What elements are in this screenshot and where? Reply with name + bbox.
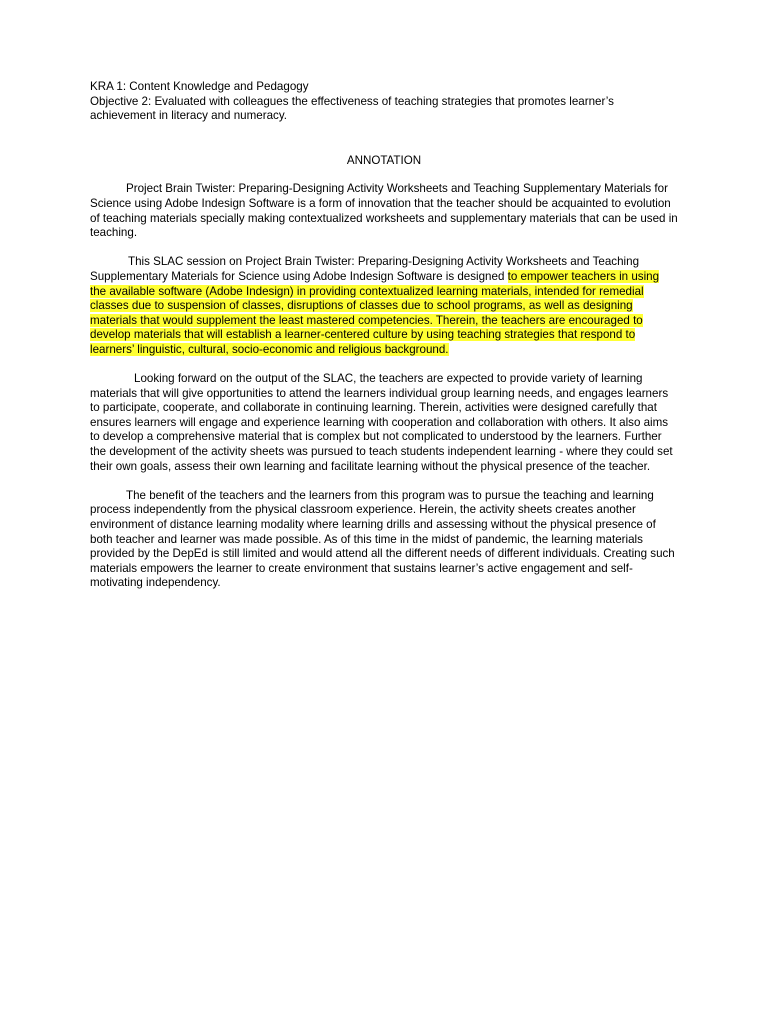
paragraph-3 bbox=[90, 372, 678, 474]
annotation-title: ANNOTATION bbox=[346, 153, 422, 167]
kra-heading: KRA 1: Content Knowledge and Pedagogy bbox=[90, 80, 309, 93]
paragraph-2-highlight: to empower teachers in using the available software (Adobe Indesign) in providing contextualized learning materials, intended for remedial classes due to suspension of classes, disruptions of classes due to school programs, as well as designing materials that would supplement the least mastered competencies. Therein, the teachers are encouraged to develop materials that will establish a learner-centered culture by using teaching strategies that respond to learners’ linguistic, cultural, socio-economic and religious background. bbox=[90, 269, 660, 356]
document-body bbox=[90, 80, 678, 606]
paragraph-3-text: Looking forward on the output of the SLAC, the teachers are expected to provide variety of learning materials that will give opportunities to attend the learners individual group learning needs, and engages learners to participate, cooperate, and collaborate in continuing learning. Therein, activities were designed carefully that ensures learners will engage and experience learning with cooperation and collaboration with others. It also aims to develop a comprehensive material that is complex but not complicated to understood by the learners. Further the development of the activity sheets was pursued to teach students independent learning - where they could set their own goals, assess their own learning and facilitate learning without the physical presence of the teacher. bbox=[90, 372, 673, 473]
paragraph-1 bbox=[90, 182, 678, 240]
paragraph-4-text: The benefit of the teachers and the learners from this program was to pursue the teaching and learning process independently from the physical classroom experience. Herein, the activity sheets creates another environment of distance learning modality where learning drills and assessing without the physical presence of both teacher and learner was made possible. As of this time in the midst of pandemic, the learning materials provided by the DepEd is still limited and would attend all the different needs of different individuals. Creating such materials empowers the learner to create environment that sustains learner’s active engagement and self-motivating independency. bbox=[90, 488, 675, 590]
paragraph-2-text: This SLAC session on Project Brain Twister: Preparing-Designing Activity Worksheets and Teaching Supplementary Materials for Science using Adobe Indesign Software is designed bbox=[90, 255, 640, 283]
paragraph-2 bbox=[90, 255, 678, 357]
paragraph-1-text: Project Brain Twister: Preparing-Designing Activity Worksheets and Teaching Supplementary Materials for Science using Adobe Indesign Software is a form of innovation that the teacher should be acquainted to evolution of teaching materials specially making contextualized worksheets and supplementary materials that can be used in teaching. bbox=[90, 182, 678, 240]
paragraph-4 bbox=[90, 489, 678, 591]
objective-heading: Objective 2: Evaluated with colleagues the effectiveness of teaching strategies that promotes learner’s achievement in literacy and numeracy. bbox=[90, 94, 614, 123]
